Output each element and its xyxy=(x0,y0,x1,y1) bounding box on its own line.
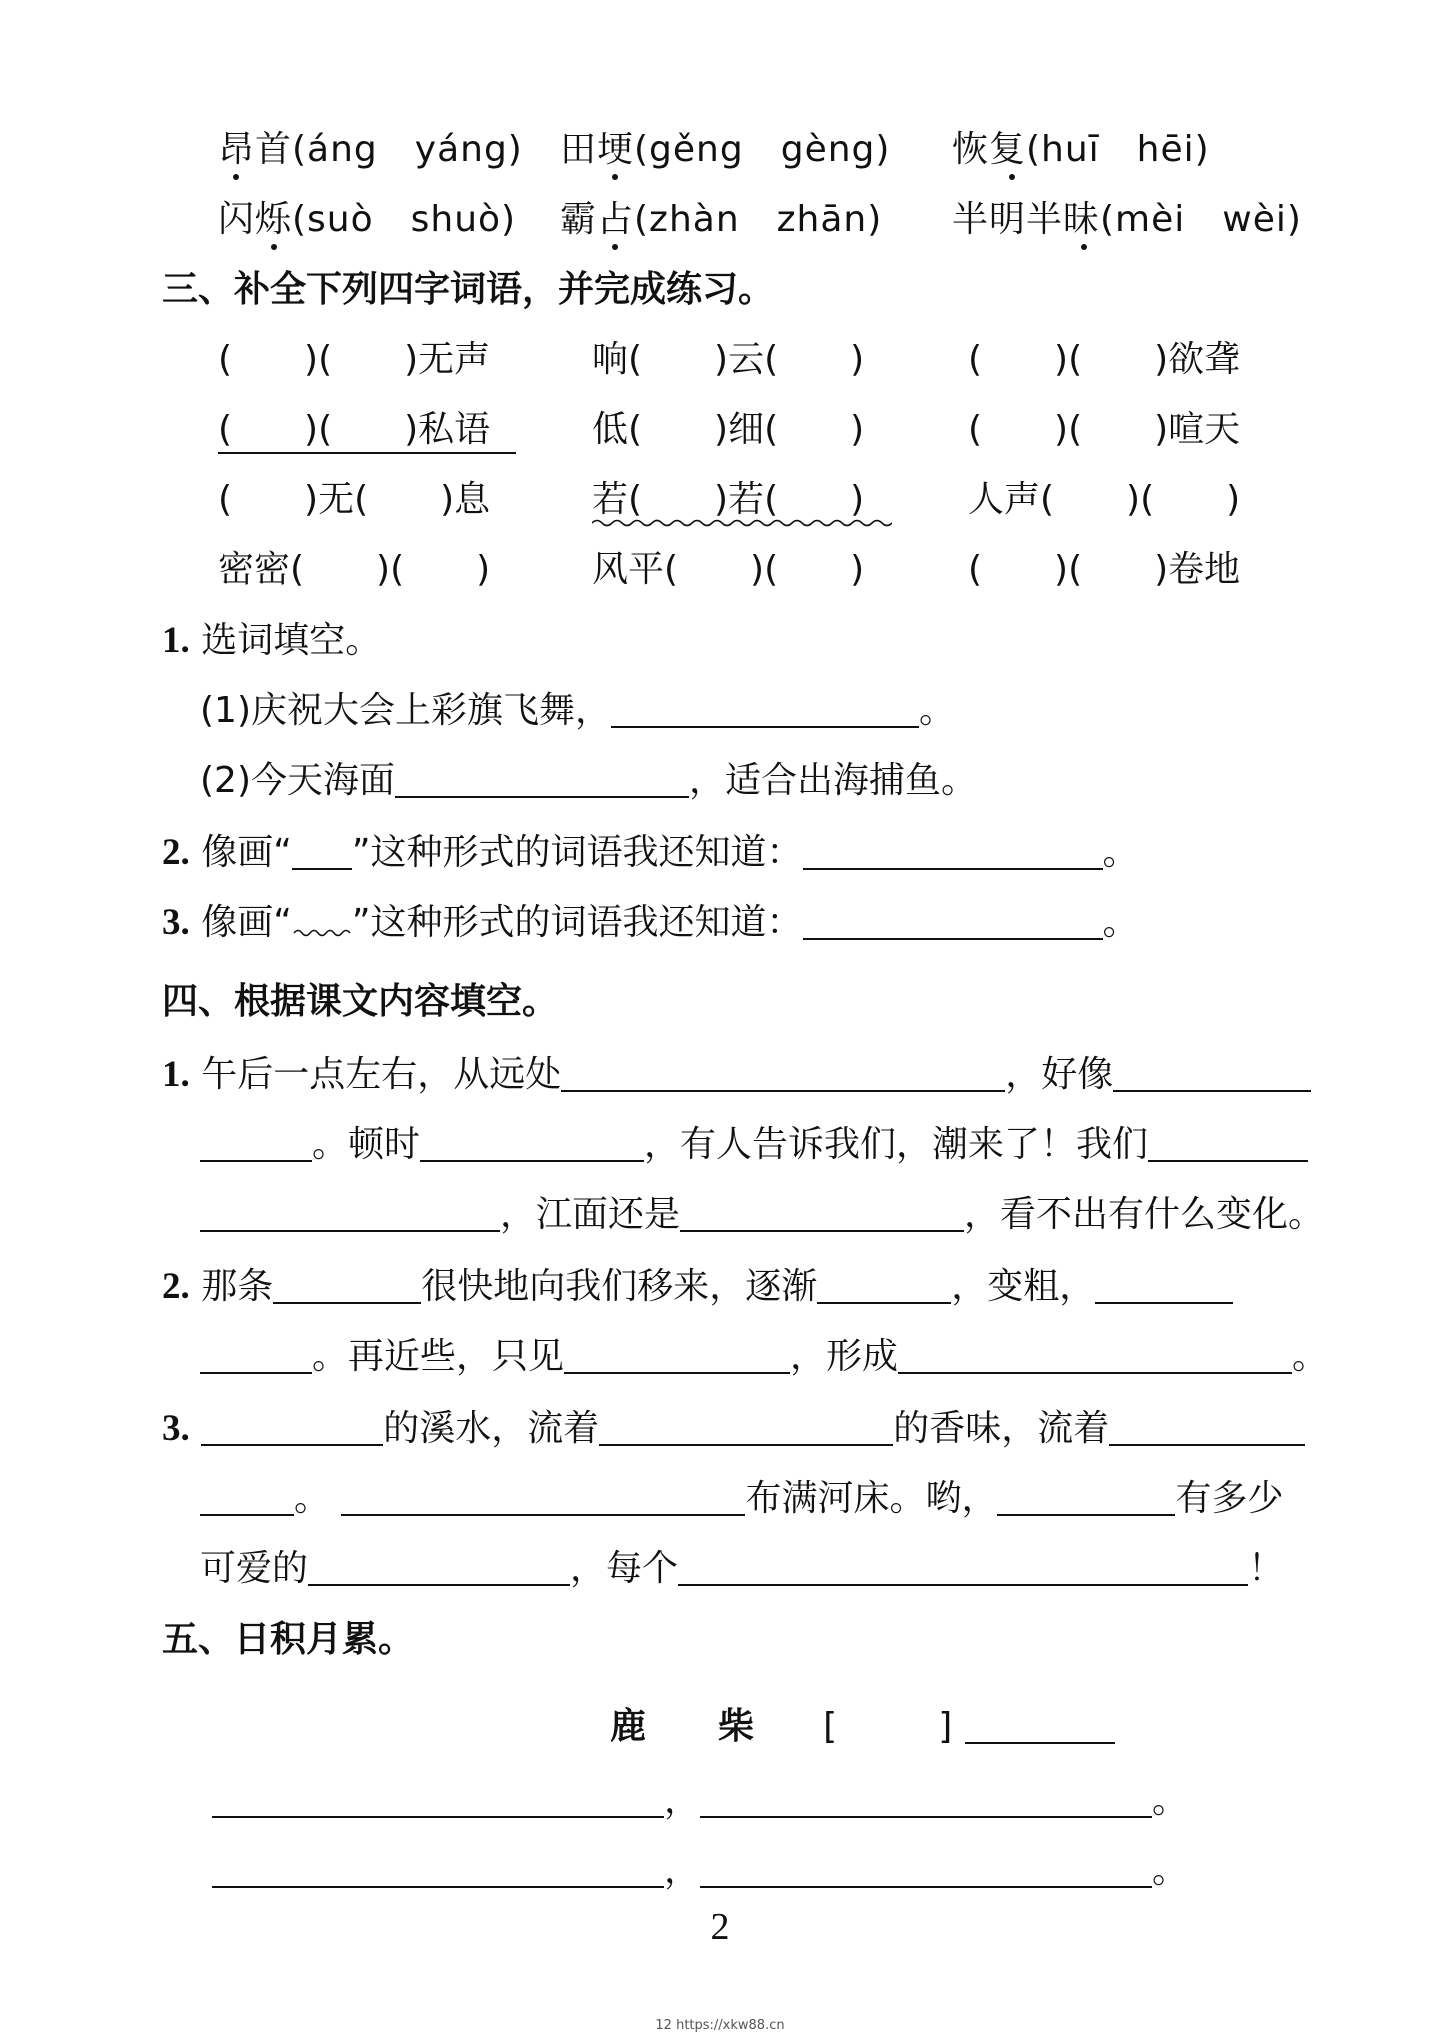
idiom-blank[interactable]: ( )无( )息 xyxy=(218,479,491,520)
question-text: ，好像 xyxy=(1005,1054,1114,1095)
answer-blank[interactable] xyxy=(599,1410,893,1446)
question-text: 的溪水，流着 xyxy=(383,1408,600,1449)
answer-blank[interactable] xyxy=(1095,1268,1233,1304)
idiom-blank[interactable]: 风平( )( ) xyxy=(592,549,865,590)
question-text: 午后一点左右，从远处 xyxy=(201,1054,562,1095)
answer-blank[interactable] xyxy=(201,1410,383,1446)
question-4-3-line1 xyxy=(162,1410,1305,1447)
answer-blank[interactable] xyxy=(817,1268,951,1304)
idiom-blank[interactable]: 若( )若( ) xyxy=(592,479,865,520)
answer-blank[interactable] xyxy=(420,1126,644,1162)
pinyin-item: 闪烁(suò shuò) xyxy=(218,199,517,240)
footer-watermark: 12 https://xkw88.cn xyxy=(655,2018,785,2033)
wavy-line-sample xyxy=(292,926,352,940)
question-text: ，变粗， xyxy=(951,1266,1096,1307)
question-4-1-line3 xyxy=(200,1196,1324,1233)
question-4-2-line1 xyxy=(162,1268,1233,1305)
question-text: ，江面还是 xyxy=(500,1194,681,1235)
question-number: 1. xyxy=(162,1054,190,1095)
question-text: 那条 xyxy=(201,1266,274,1307)
emphasis-dot xyxy=(1009,174,1015,180)
answer-blank[interactable] xyxy=(898,1338,1292,1374)
answer-blank[interactable] xyxy=(997,1480,1175,1516)
answer-blank[interactable] xyxy=(200,1480,294,1516)
pinyin-item: 半明半昧(mèi wèi) xyxy=(952,199,1302,240)
answer-blank[interactable] xyxy=(803,834,1103,870)
idiom-blank[interactable]: 密密( )( ) xyxy=(218,549,491,590)
pinyin-item: 霸占(zhàn zhān) xyxy=(560,199,883,240)
answer-blank[interactable] xyxy=(200,1196,500,1232)
idiom-blank[interactable]: 低( )细( ) xyxy=(592,409,865,450)
question-text: ，适合出海捕鱼。 xyxy=(689,760,978,801)
question-text: 有多少 xyxy=(1175,1478,1284,1519)
question-text: ”这种形式的词语我还知道： xyxy=(351,832,803,873)
answer-blank[interactable] xyxy=(803,904,1103,940)
idiom-blank[interactable]: 人声( )( ) xyxy=(968,479,1241,520)
question-text: ”这种形式的词语我还知道： xyxy=(351,902,803,943)
answer-blank[interactable] xyxy=(212,1852,664,1888)
question-4-3-line2 xyxy=(200,1480,1284,1517)
answer-blank[interactable] xyxy=(561,1056,1005,1092)
emphasis-dot xyxy=(233,174,239,180)
answer-blank[interactable] xyxy=(700,1782,1152,1818)
answer-blank[interactable] xyxy=(680,1196,964,1232)
idiom-blank[interactable]: 响( )云( ) xyxy=(592,339,865,380)
answer-blank[interactable] xyxy=(678,1550,1248,1586)
answer-blank[interactable] xyxy=(308,1550,570,1586)
punctuation: ， xyxy=(664,1850,701,1891)
question-text: 。 xyxy=(919,690,956,731)
question-text: 。 xyxy=(1102,832,1139,873)
question-text: ，每个 xyxy=(570,1548,679,1589)
question-text: (1)庆祝大会上彩旗飞舞， xyxy=(200,690,611,731)
question-text: 像画“ xyxy=(201,832,292,873)
answer-blank[interactable] xyxy=(395,762,689,798)
straight-underline xyxy=(218,452,516,454)
emphasis-dot xyxy=(271,244,277,250)
straight-line-sample xyxy=(292,834,352,870)
question-number: 3. xyxy=(162,902,190,943)
answer-blank[interactable] xyxy=(700,1852,1152,1888)
question-text: 可爱的 xyxy=(200,1548,309,1589)
idiom-blank[interactable]: ( )( )私语 xyxy=(218,409,491,450)
pinyin-item: 田埂(gěng gèng) xyxy=(560,129,891,170)
poem-title-row xyxy=(610,1698,1115,1749)
question-text: 。顿时 xyxy=(312,1124,421,1165)
question-4-3-line3 xyxy=(200,1550,1284,1587)
question-text: 选词填空。 xyxy=(201,620,382,661)
answer-blank[interactable] xyxy=(564,1338,790,1374)
poem-title: 鹿 柴 xyxy=(610,1706,755,1747)
question-number: 2. xyxy=(162,832,190,873)
question-text: 。 xyxy=(294,1478,331,1519)
answer-blank[interactable] xyxy=(1113,1056,1311,1092)
punctuation: ， xyxy=(664,1780,701,1821)
question-4-1-line2 xyxy=(200,1126,1308,1163)
question-4-1-line1 xyxy=(162,1056,1311,1093)
author-blank[interactable] xyxy=(965,1708,1115,1744)
question-text: 。再近些，只见 xyxy=(312,1336,565,1377)
question-3-1-b xyxy=(200,762,977,799)
answer-blank[interactable] xyxy=(1148,1126,1308,1162)
answer-blank[interactable] xyxy=(611,692,919,728)
answer-blank[interactable] xyxy=(200,1126,312,1162)
bracket-open: [ xyxy=(823,1706,838,1747)
answer-blank[interactable] xyxy=(1109,1410,1305,1446)
question-text: ，有人告诉我们，潮来了！我们 xyxy=(644,1124,1149,1165)
poem-line-1 xyxy=(212,1782,1188,1819)
wavy-underline xyxy=(592,518,892,528)
answer-blank[interactable] xyxy=(273,1268,421,1304)
pinyin-item: 恢复(huī hēi) xyxy=(952,129,1210,170)
emphasis-dot xyxy=(1081,244,1087,250)
question-text: ，看不出有什么变化。 xyxy=(964,1194,1325,1235)
answer-blank[interactable] xyxy=(341,1480,745,1516)
punctuation: 。 xyxy=(1152,1850,1189,1891)
question-number: 1. xyxy=(162,620,190,661)
question-text: 。 xyxy=(1102,902,1139,943)
question-text: 布满河床。哟， xyxy=(745,1478,998,1519)
pinyin-item: 昂首(áng yáng) xyxy=(218,129,523,170)
question-text: 的香味，流着 xyxy=(893,1408,1110,1449)
question-3-2 xyxy=(162,834,1139,871)
section-5-heading: 五、日积月累。 xyxy=(162,1619,415,1660)
question-text: 很快地向我们移来，逐渐 xyxy=(421,1266,818,1307)
bracket-close: ] xyxy=(938,1706,953,1747)
poem-line-2 xyxy=(212,1852,1188,1889)
question-text: ，形成 xyxy=(790,1336,899,1377)
idiom-blank[interactable]: ( )( )卷地 xyxy=(968,549,1241,590)
question-text: 像画“ xyxy=(201,902,292,943)
question-text: ！ xyxy=(1248,1548,1285,1589)
punctuation: 。 xyxy=(1152,1780,1189,1821)
question-number: 2. xyxy=(162,1266,190,1307)
question-3-1 xyxy=(162,622,381,659)
idiom-blank[interactable]: ( )( )喧天 xyxy=(968,409,1241,450)
answer-blank[interactable] xyxy=(200,1338,312,1374)
question-3-1-a xyxy=(200,692,955,729)
emphasis-dot xyxy=(612,174,618,180)
section-4-heading: 四、根据课文内容填空。 xyxy=(162,981,559,1022)
page-number: 2 xyxy=(710,1906,730,1948)
question-text: (2)今天海面 xyxy=(200,760,395,801)
emphasis-dot xyxy=(612,244,618,250)
answer-blank[interactable] xyxy=(212,1782,664,1818)
idiom-blank[interactable]: ( )( )无声 xyxy=(218,339,491,380)
section-3-heading: 三、补全下列四字词语，并完成练习。 xyxy=(162,269,775,310)
idiom-blank[interactable]: ( )( )欲聋 xyxy=(968,339,1241,380)
question-text: 。 xyxy=(1292,1336,1329,1377)
question-3-3 xyxy=(162,904,1139,941)
question-4-2-line2 xyxy=(200,1338,1328,1375)
question-number: 3. xyxy=(162,1408,190,1449)
